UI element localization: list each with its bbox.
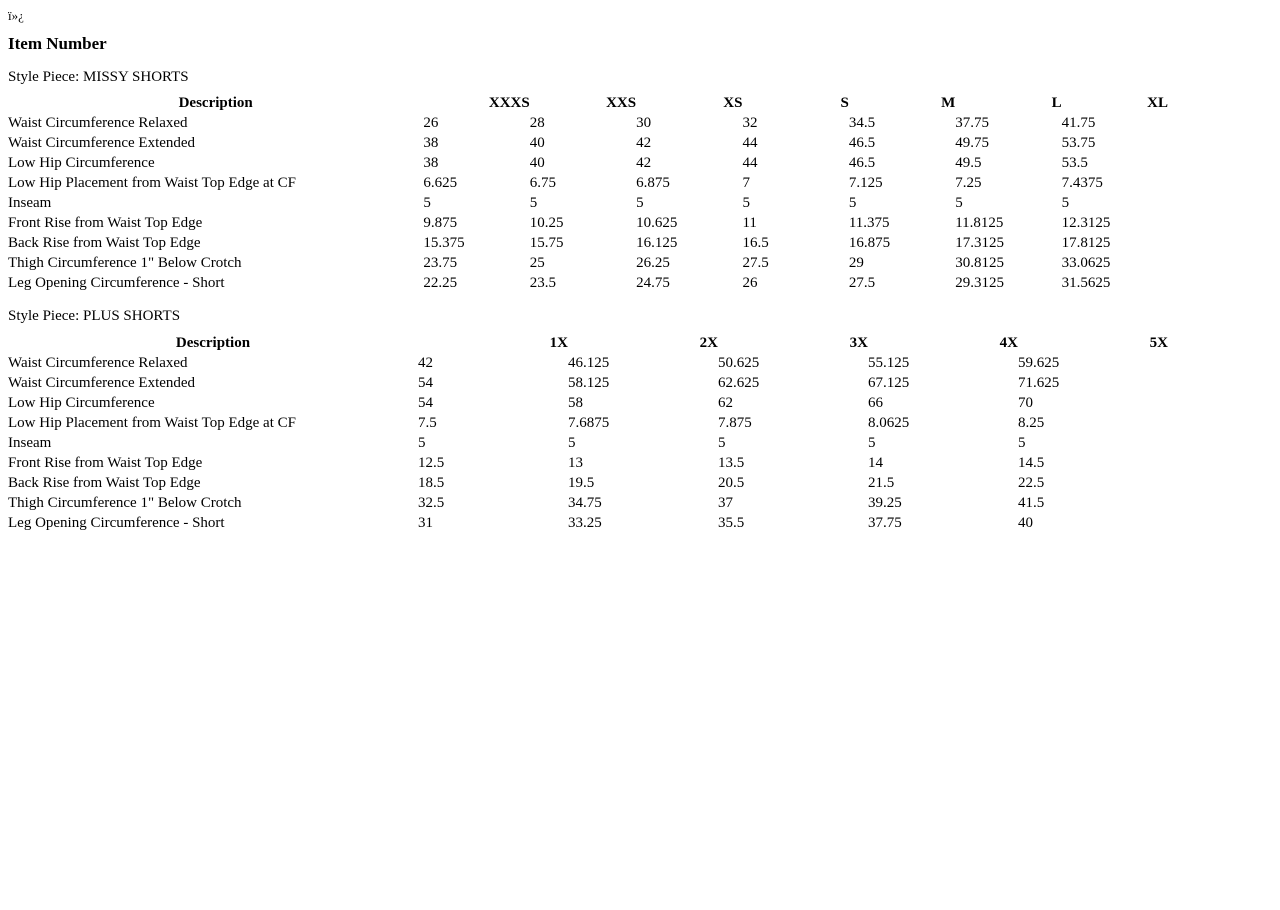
measurement-value: 71.625 bbox=[1018, 374, 1060, 391]
measurement-value: 5 bbox=[418, 434, 426, 451]
column-header-size: M bbox=[941, 95, 956, 112]
measurement-value: 37 bbox=[718, 494, 733, 511]
table-row bbox=[8, 473, 1168, 493]
measurement-value: 34.5 bbox=[848, 115, 876, 132]
measurement-description: Back Rise from Waist Top Edge bbox=[8, 235, 201, 252]
measurement-description: Front Rise from Waist Top Edge bbox=[8, 215, 203, 232]
table-row bbox=[8, 373, 1168, 393]
table-row bbox=[8, 453, 1168, 473]
measurement-description: Leg Opening Circumference - Short bbox=[8, 275, 225, 292]
measurement-value: 7 bbox=[742, 175, 750, 192]
measurement-value: 29 bbox=[848, 255, 864, 272]
measurement-value: 21.5 bbox=[868, 474, 895, 491]
measurement-value: 7.25 bbox=[955, 175, 982, 192]
measurement-value: 5 bbox=[423, 195, 431, 212]
measurement-value: 16.875 bbox=[848, 235, 891, 252]
column-header-size: 3X bbox=[849, 334, 868, 351]
measurement-value: 13.5 bbox=[718, 454, 745, 471]
measurement-description: Waist Circumference Extended bbox=[8, 135, 196, 152]
measurement-value: 22.25 bbox=[423, 275, 458, 292]
measurement-value: 34.75 bbox=[568, 494, 602, 511]
measurement-value: 7.875 bbox=[718, 414, 752, 431]
measurement-value: 46.5 bbox=[848, 135, 876, 152]
measurement-value: 30.8125 bbox=[955, 255, 1004, 272]
measurement-value: 14 bbox=[868, 454, 883, 471]
measurement-value: 55.125 bbox=[868, 354, 910, 371]
measurement-value: 46.125 bbox=[568, 354, 610, 371]
measurement-value: 12.5 bbox=[418, 454, 445, 471]
measurement-value: 7.5 bbox=[418, 414, 437, 431]
measurement-value: 37.75 bbox=[868, 514, 902, 531]
column-header-size: 4X bbox=[999, 334, 1018, 351]
measurement-value: 16.125 bbox=[636, 235, 678, 252]
measurement-value: 17.3125 bbox=[955, 235, 1004, 252]
measurement-value: 5 bbox=[636, 195, 644, 212]
measurement-description: Low Hip Placement from Waist Top Edge at CF bbox=[8, 414, 296, 431]
measurement-description: Front Rise from Waist Top Edge bbox=[8, 454, 203, 471]
measurement-value: 38 bbox=[423, 135, 439, 152]
column-header-size: XL bbox=[1147, 95, 1168, 112]
measurement-value: 7.4375 bbox=[1061, 175, 1103, 192]
measurement-value: 8.25 bbox=[1018, 414, 1045, 431]
measurement-value: 26 bbox=[742, 275, 758, 292]
measurement-value: 67.125 bbox=[868, 374, 910, 391]
table-header-row bbox=[8, 93, 1168, 113]
measurement-description: Low Hip Circumference bbox=[8, 394, 155, 411]
measurement-value: 24.75 bbox=[636, 275, 670, 292]
measurement-value: 18.5 bbox=[418, 474, 445, 491]
measurement-value: 54 bbox=[418, 374, 433, 391]
measurement-value: 5 bbox=[955, 195, 963, 212]
table-row bbox=[8, 173, 1168, 193]
measurement-description: Low Hip Placement from Waist Top Edge at CF bbox=[8, 175, 296, 192]
measurement-description: Leg Opening Circumference - Short bbox=[8, 514, 225, 531]
column-header-description: Description bbox=[175, 334, 251, 351]
measurement-value: 15.375 bbox=[423, 235, 465, 252]
measurement-value: 5 bbox=[1018, 434, 1026, 451]
column-header-size: 2X bbox=[699, 334, 718, 351]
measurement-description: Thigh Circumference 1" Below Crotch bbox=[8, 255, 242, 272]
measurement-value: 42 bbox=[636, 135, 652, 152]
measurement-value: 53.75 bbox=[1061, 135, 1096, 152]
measurement-value: 5 bbox=[848, 195, 857, 212]
column-header-size: XXS bbox=[606, 95, 637, 112]
measurement-value: 7.6875 bbox=[568, 414, 610, 431]
measurement-description: Low Hip Circumference bbox=[8, 155, 155, 172]
measurement-value: 7.125 bbox=[848, 175, 883, 192]
table-row bbox=[8, 433, 1168, 453]
measurement-value: 5 bbox=[718, 434, 726, 451]
measurement-value: 58.125 bbox=[568, 374, 610, 391]
measurement-value: 62 bbox=[718, 394, 733, 411]
measurement-value: 62.625 bbox=[718, 374, 760, 391]
measurement-description: Waist Circumference Relaxed bbox=[8, 115, 188, 132]
size-spec-table-missy bbox=[8, 93, 1168, 293]
measurement-value: 49.75 bbox=[955, 135, 989, 152]
measurement-value: 26 bbox=[423, 115, 439, 132]
measurement-value: 33.25 bbox=[568, 514, 602, 531]
measurement-value: 46.5 bbox=[848, 155, 876, 172]
measurement-description: Waist Circumference Relaxed bbox=[8, 354, 188, 371]
measurement-value: 38 bbox=[423, 155, 439, 172]
measurement-value: 58 bbox=[568, 394, 583, 411]
table-row bbox=[8, 133, 1168, 153]
measurement-value: 17.8125 bbox=[1061, 235, 1111, 252]
measurement-value: 41.75 bbox=[1061, 115, 1096, 132]
measurement-value: 50.625 bbox=[718, 354, 760, 371]
measurement-value: 32.5 bbox=[418, 494, 445, 511]
measurement-value: 26.25 bbox=[636, 255, 670, 272]
table-row bbox=[8, 353, 1168, 373]
table-row bbox=[8, 193, 1168, 213]
table-row bbox=[8, 273, 1168, 293]
measurement-value: 66 bbox=[868, 394, 883, 411]
table-row bbox=[8, 233, 1168, 253]
measurement-value: 27.5 bbox=[742, 255, 769, 272]
measurement-value: 6.75 bbox=[529, 175, 556, 192]
measurement-value: 40 bbox=[529, 155, 545, 172]
measurement-value: 25 bbox=[529, 255, 545, 272]
measurement-value: 42 bbox=[418, 354, 433, 371]
measurement-value: 40 bbox=[1018, 514, 1033, 531]
measurement-value: 14.5 bbox=[1018, 454, 1045, 471]
measurement-value: 11 bbox=[742, 215, 757, 232]
measurement-value: 10.25 bbox=[529, 215, 564, 232]
measurement-value: 6.875 bbox=[636, 175, 670, 192]
measurement-value: 5 bbox=[1061, 195, 1070, 212]
column-header-description: Description bbox=[178, 95, 253, 112]
measurement-description: Inseam bbox=[8, 434, 52, 451]
measurement-value: 30 bbox=[636, 115, 652, 132]
column-header-size: 1X bbox=[549, 334, 568, 351]
measurement-value: 32 bbox=[742, 115, 758, 132]
measurement-value: 53.5 bbox=[1061, 155, 1088, 172]
measurement-description: Back Rise from Waist Top Edge bbox=[8, 474, 201, 491]
measurement-value: 6.625 bbox=[423, 175, 458, 192]
measurement-value: 13 bbox=[568, 454, 583, 471]
measurement-description: Waist Circumference Extended bbox=[8, 374, 196, 391]
measurement-value: 23.75 bbox=[423, 255, 458, 272]
measurement-value: 12.3125 bbox=[1061, 215, 1111, 232]
measurement-value: 31.5625 bbox=[1061, 275, 1111, 292]
measurement-value: 23.5 bbox=[529, 275, 556, 292]
column-header-size: S bbox=[840, 95, 849, 112]
measurement-value: 54 bbox=[418, 394, 433, 411]
measurement-value: 5 bbox=[529, 195, 538, 212]
style-piece-label-missy: Style Piece: MISSY SHORTS bbox=[8, 68, 189, 85]
measurement-value: 44 bbox=[742, 135, 758, 152]
measurement-value: 27.5 bbox=[848, 275, 876, 292]
table-row bbox=[8, 253, 1168, 273]
measurement-value: 11.375 bbox=[848, 215, 890, 232]
encoding-marker-text: ï»¿ bbox=[8, 8, 24, 23]
measurement-value: 16.5 bbox=[742, 235, 769, 252]
measurement-value: 5 bbox=[568, 434, 576, 451]
measurement-value: 31 bbox=[418, 514, 433, 531]
measurement-value: 11.8125 bbox=[955, 215, 1004, 232]
page-title: Item Number bbox=[8, 33, 107, 53]
table-row bbox=[8, 413, 1168, 433]
measurement-value: 49.5 bbox=[955, 155, 982, 172]
measurement-value: 9.875 bbox=[423, 215, 458, 232]
measurement-value: 39.25 bbox=[868, 494, 902, 511]
size-spec-table-plus bbox=[8, 333, 1168, 533]
measurement-value: 8.0625 bbox=[868, 414, 910, 431]
table-header-row bbox=[8, 333, 1168, 353]
measurement-value: 33.0625 bbox=[1061, 255, 1111, 272]
measurement-value: 5 bbox=[868, 434, 876, 451]
measurement-value: 37.75 bbox=[955, 115, 989, 132]
measurement-value: 70 bbox=[1018, 394, 1033, 411]
measurement-description: Inseam bbox=[8, 195, 52, 212]
measurement-value: 5 bbox=[742, 195, 750, 212]
measurement-value: 10.625 bbox=[636, 215, 678, 232]
table-row bbox=[8, 153, 1168, 173]
column-header-size: L bbox=[1051, 95, 1062, 112]
measurement-value: 44 bbox=[742, 155, 758, 172]
measurement-description: Thigh Circumference 1" Below Crotch bbox=[8, 494, 242, 511]
measurement-value: 15.75 bbox=[529, 235, 564, 252]
measurement-value: 28 bbox=[529, 115, 545, 132]
measurement-value: 59.625 bbox=[1018, 354, 1060, 371]
measurement-value: 35.5 bbox=[718, 514, 745, 531]
table-row bbox=[8, 493, 1168, 513]
measurement-value: 40 bbox=[529, 135, 545, 152]
measurement-value: 41.5 bbox=[1018, 494, 1045, 511]
table-row bbox=[8, 213, 1168, 233]
column-header-size: XXXS bbox=[488, 95, 530, 112]
table-row bbox=[8, 393, 1168, 413]
table-row bbox=[8, 113, 1168, 133]
column-header-size: XS bbox=[723, 95, 743, 112]
column-header-size: 5X bbox=[1149, 334, 1168, 351]
measurement-value: 22.5 bbox=[1018, 474, 1045, 491]
style-piece-label-plus: Style Piece: PLUS SHORTS bbox=[8, 308, 181, 325]
measurement-value: 29.3125 bbox=[955, 275, 1004, 292]
measurement-value: 42 bbox=[636, 155, 652, 172]
table-row bbox=[8, 513, 1168, 533]
measurement-value: 19.5 bbox=[568, 474, 595, 491]
measurement-value: 20.5 bbox=[718, 474, 745, 491]
